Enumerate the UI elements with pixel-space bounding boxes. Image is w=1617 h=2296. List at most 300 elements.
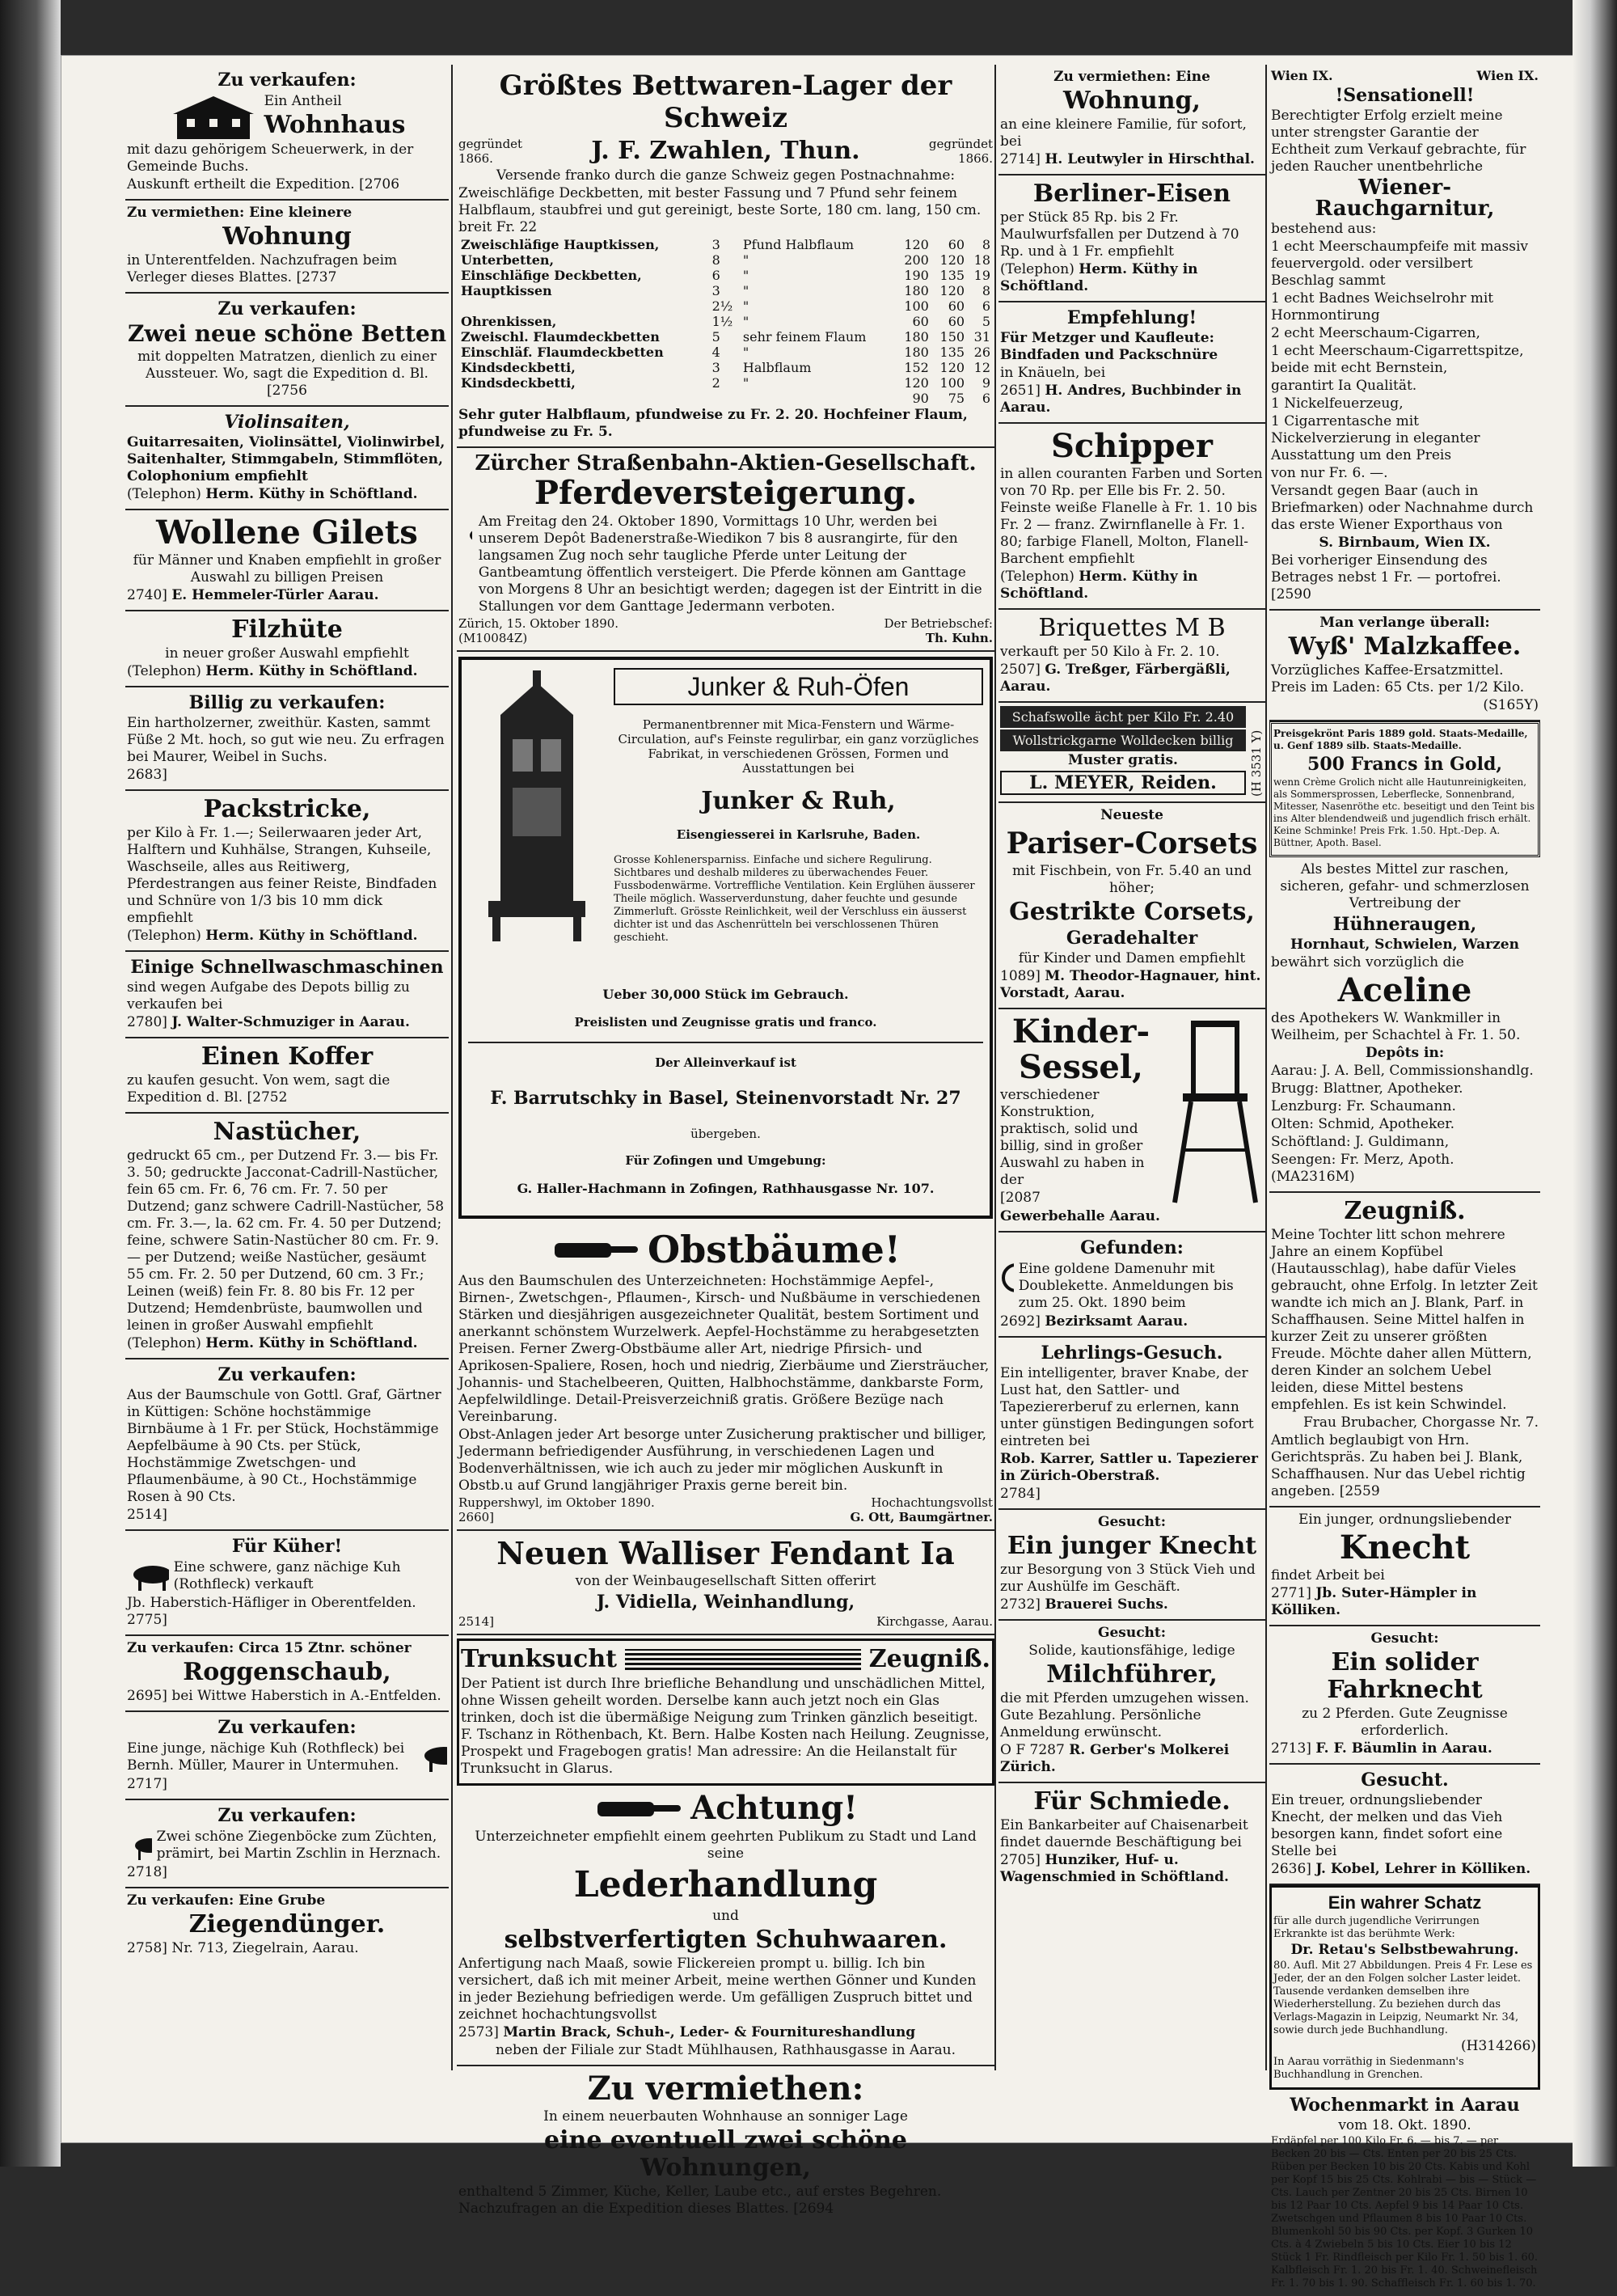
ad-text: verkauft per 50 Kilo à Fr. 2. 10. [1000, 644, 1220, 660]
bed-cell-a: 180 [904, 283, 929, 298]
ad-heading: Zu verkaufen: [217, 298, 357, 319]
ad-lehrlings-gesuch [998, 1338, 1265, 1510]
ad-bettwaren [457, 65, 994, 448]
founded-left: gegründet 1866. [458, 137, 523, 166]
watch-icon [1000, 1260, 1014, 1292]
ad-kinder-sessel [998, 1009, 1265, 1233]
list-item: Seengen: Fr. Merz, Apoth. (MA2316M) [1271, 1152, 1454, 1185]
ad-signature: Frau Brubacher, Chorgasse Nr. 7. [1302, 1414, 1539, 1431]
bed-cell-c: 18 [973, 252, 990, 268]
bed-cell-item: Zweischl. Flaumdeckbetten [461, 329, 660, 345]
ad-heading: Gefunden: [1080, 1237, 1184, 1258]
ad-fendant [457, 1531, 994, 1635]
ad-ziegenboecke [125, 1800, 449, 1888]
ad-ziegenduenger [125, 1888, 449, 1963]
ad-number: [2756 [267, 383, 307, 399]
ad-signature: H. Leutwyler in Hirschthal. [1045, 151, 1255, 167]
decorative-bar [625, 1649, 861, 1670]
ad-code: (S165Y) [1483, 697, 1539, 713]
ad-wohnhaus [125, 65, 449, 201]
ad-number: 2507] [1000, 662, 1041, 678]
bed-row [458, 360, 993, 375]
ad-heading: Für Küher! [231, 1536, 343, 1557]
ad-title: Wyß' Malzkaffee. [1288, 632, 1522, 661]
ad-title-2: Gestrikte Corsets, [1009, 898, 1255, 926]
ad-title: Wohnhaus [264, 111, 406, 139]
ad-title: Knecht [1339, 1529, 1471, 1567]
ad-line-1: Schafswolle ächt per Kilo Fr. 2.40 [1000, 706, 1246, 728]
ad-milchfuehrer [998, 1621, 1265, 1783]
ad-number: 2713] [1271, 1740, 1311, 1757]
ad-agent: F. Barrutschky in Basel, Steinenvorstadt Nr. 27 [490, 1088, 961, 1109]
bed-row [458, 345, 993, 360]
list-item: 1 Nickelfeuerzeug, [1271, 395, 1404, 412]
ad-schafswolle [998, 703, 1265, 803]
ad-telephon: (Telephon) [1000, 261, 1074, 277]
list-item: garantirt Ia Qualität. [1271, 378, 1417, 394]
ad-text: Zwei schöne Ziegenböcke zum Züchten, prämirt, bei Martin Zschlin in Herznach. [156, 1829, 441, 1862]
bed-cell-desc [741, 391, 896, 406]
ad-number: [2706 [359, 176, 400, 192]
ad-number: 2771] [1271, 1585, 1311, 1601]
ad-title: Hühneraugen, [1332, 914, 1477, 935]
ad-agent-suffix: übergeben. [690, 1127, 761, 1141]
ad-text: Nr. 713, Ziegelrain, Aarau. [171, 1940, 359, 1956]
bed-cell-qty: 1½ [711, 314, 733, 329]
ad-text: wenn Crème Grolich nicht alle Hautunreinigkeiten, als Sommersprossen, Leberflecke, Sonnenbrand, Mitesser, Nasenröthe etc. beseitigt und den Teint bis ins Alter blendendweiß und jugendlich frisch erhält. Keine Schminke! Preis Frk. 1.50. Hpt.-Dep. A. Büttner, Apoth. Basel. [1273, 776, 1535, 848]
ad-number: [2590 [1271, 586, 1311, 603]
ad-number: [2559 [1339, 1483, 1380, 1499]
bed-cell-b: 60 [948, 237, 965, 252]
ad-text: In einem neuerbauten Wohnhause an sonniger Lage [543, 2108, 908, 2125]
bed-cell-desc: Pfund Halbflaum [742, 237, 855, 252]
ad-title: Ein wahrer Schatz [1328, 1892, 1482, 1913]
ad-aceline [1269, 857, 1540, 1193]
bed-cell-item [458, 298, 710, 314]
ad-heading: Empfehlung! [1066, 307, 1197, 328]
column-1 [125, 65, 449, 1963]
bed-cell-a: 60 [912, 314, 929, 329]
pointing-hand-icon [593, 1792, 682, 1825]
bed-cell-qty: 6 [711, 268, 720, 283]
ad-trunksucht [457, 1638, 994, 1786]
ad-text-2: Obst-Anlagen jeder Art besorge unter Zusicherung praktischer und billiger, Jedermann befriedigender Ausführung, in verschiedenen Lagen und Bodenverhältnissen, wie ich auch zu jeder mir möglichen Auskunft in Obstb.u auf Grund langjähriger Praxis gerne bereit bin. [458, 1427, 987, 1494]
ad-number: [2752 [247, 1089, 288, 1106]
ad-text-3: In Aarau vorräthig in Siedenmann's Buchhandlung in Grenchen. [1273, 2056, 1464, 2081]
ad-heading: Zu verkaufen: [217, 1364, 357, 1385]
list-item: von nur Fr. 6. —. [1271, 465, 1388, 481]
ad-heading: Gesucht: [1097, 1514, 1167, 1530]
ad-schmiede [998, 1783, 1265, 1892]
ad-title: Filzhüte [231, 615, 343, 644]
ad-briquettes [998, 610, 1265, 703]
ad-signature: Herm. Küthy in Schöftland. [205, 663, 418, 679]
ad-title: Pferdeversteigerung. [534, 474, 918, 512]
bed-cell-qty: 5 [711, 329, 720, 345]
ad-price: Preislisten und Zeugnisse gratis und franco. [574, 1015, 877, 1030]
ad-text: mit dazu gehörigem Scheuerwerk, in der Gemeinde Buchs. [127, 142, 414, 175]
ad-title: Obstbäume! [648, 1228, 901, 1271]
ad-telephon: (Telephon) [1000, 569, 1074, 585]
ad-signature: F. F. Bäumlin in Aarau. [1315, 1740, 1492, 1757]
list-item: 1 echt Meerschaum-Cigarrettspitze, beide mit echt Bernstein, [1271, 343, 1524, 376]
ad-greeting: Hochachtungsvollst [871, 1495, 993, 1510]
ad-code: O F 7287 [1000, 1742, 1065, 1758]
ad-pre: Ein Antheil [264, 93, 342, 109]
ad-title: Achtung! [690, 1789, 858, 1827]
ad-sub: Permanentbrenner mit Mica-Fenstern und Wärme-Circulation, auf's Feinste regulirbar, ein ganz vorzügliches Fabrikat, in verschiedenen Grössen, Formen und Ausstattungen bei [618, 717, 979, 776]
ad-number: 2573] [458, 2024, 499, 2040]
bed-cell-c: 5 [982, 314, 990, 329]
ad-junger-knecht [998, 1510, 1265, 1621]
ad-place-right: Wien IX. [1476, 68, 1539, 83]
bed-cell-qty [710, 391, 741, 406]
ad-line-2: Wollstrickgarne Wolldecken billig [1000, 729, 1246, 751]
ad-number: 2732] [1000, 1596, 1041, 1613]
ad-telephon: (Telephon) [127, 1335, 201, 1351]
bed-cell-qty: 8 [711, 252, 720, 268]
ad-place-left: Wien IX. [1271, 68, 1333, 83]
bed-cell-desc: " [742, 298, 749, 314]
ad-gilets [125, 510, 449, 611]
ad-text: mit doppelten Matratzen, dienlich zu einer Aussteuer. Wo, sagt die Expedition d. Bl. [137, 349, 437, 382]
ad-line-3: Muster gratis. [1068, 752, 1178, 768]
ad-title: Neuen Walliser Fendant Ia [496, 1535, 955, 1571]
bed-cell-desc: " [742, 252, 749, 268]
ad-title: Briquettes M B [1038, 614, 1226, 642]
ad-zeugniss [1269, 1193, 1540, 1507]
ad-date: Zürich, 15. Oktober 1890. [458, 616, 619, 631]
ad-title-3: Geradehalter [1066, 928, 1198, 949]
list-item: 1 echt Badnes Weichselrohr mit Hornmontirung [1271, 290, 1494, 323]
bed-cell-a: 120 [904, 375, 929, 391]
ad-text: per Kilo à Fr. 1.—; Seilerwaaren jeder Art, Halftern und Kuhhälse, Strangen, Kuhseile, Waschseile, alles aus Reitiwerg, Pferdestrangen aus feiner Reiste, Bindfaden und Schnüre von 1/3 bis 10 mm dick empfiehlt [127, 825, 437, 926]
ad-heading: Man verlange überall: [1319, 615, 1490, 631]
ad-text-2: für Kinder und Damen empfiehlt [1018, 950, 1246, 966]
cow-icon [127, 1560, 169, 1592]
ad-signature: G. Ott, Baumgärtner. [850, 1510, 993, 1524]
bed-cell-qty: 3 [711, 237, 720, 252]
bed-cell-item: Einschläf. Flaumdeckbetten [461, 345, 664, 360]
ad-location: Eisengiesserei in Karlsruhe, Baden. [676, 827, 921, 842]
bed-row [458, 268, 993, 283]
column-rule [1265, 65, 1267, 2070]
ad-number: 2758] [127, 1940, 167, 1956]
ad-big: Aceline [1337, 971, 1472, 1009]
ad-text: mit Fischbein, von Fr. 5.40 an und höher; [1012, 863, 1252, 896]
ad-text: findet Arbeit bei [1271, 1567, 1385, 1584]
ad-junker-ruh [458, 657, 993, 1219]
ad-signature: M. Theodor-Hagnauer, hint. Vorstadt, Aarau. [1000, 968, 1261, 1001]
bed-cell-item: Unterbetten, [461, 252, 555, 268]
ad-roggenschaub [125, 1636, 449, 1712]
ad-heading: Zu vermiethen: Eine kleinere [127, 205, 353, 221]
ad-text: Solide, kautionsfähige, ledige [1028, 1643, 1235, 1659]
ad-text: zu kaufen gesucht. Von wem, sagt die Expedition d. Bl. [127, 1072, 391, 1106]
ad-number: [2087 [1000, 1190, 1041, 1206]
ad-heading: Billig zu verkaufen: [188, 692, 386, 713]
ad-title: Ein solider Fahrknecht [1327, 1648, 1483, 1704]
ad-title: Pariser-Corsets [1006, 827, 1258, 860]
ad-title: Milchführer, [1046, 1660, 1218, 1689]
bed-cell-b: 135 [939, 268, 965, 283]
ad-pferdeversteigerung [457, 448, 994, 652]
ad-title: Einige Schnellwaschmaschinen [130, 957, 444, 978]
ad-rauchgarnitur [1269, 65, 1540, 611]
ad-text: von der Weinbaugesellschaft Sitten offerirt [575, 1573, 876, 1589]
ad-text: Eine goldene Damenuhr mit Doublekette. Anmeldungen bis zum 25. Okt. 1890 beim [1018, 1261, 1234, 1311]
ad-text: Eine junge, nächige Kuh (Rothfleck) bei Bernh. Müller, Maurer in Untermuhen. [127, 1740, 405, 1774]
ad-text-2: enthaltend 5 Zimmer, Küche, Keller, Laube etc., auf erstes Begehren. Nachzufragen an die Expedition dieses Blattes. [458, 2184, 942, 2217]
bed-cell-c: 9 [982, 375, 990, 391]
list-item: 1 echt Meerschaumpfeife mit massiv feuervergold. oder versilbert Beschlag sammt [1271, 239, 1529, 289]
list-item: bestehend aus: [1271, 221, 1377, 237]
ad-signature: H. Andres, Buchbinder in Aarau. [1000, 383, 1242, 416]
ad-text: an eine kleinere Familie, für sofort, bei [1000, 116, 1247, 150]
bed-row [458, 314, 993, 329]
ad-nastuecher [125, 1114, 449, 1359]
ad-telephon: (Telephon) [127, 928, 201, 944]
bed-cell-a: 152 [904, 360, 929, 375]
ad-title: Schipper [1051, 427, 1213, 465]
ad-wahrer-schatz [1269, 1885, 1540, 2090]
ad-signature: J. Kobel, Lehrer in Kölliken. [1315, 1861, 1531, 1877]
bed-cell-c: 8 [982, 283, 990, 298]
ad-text: in neuer großer Auswahl empfiehlt [165, 645, 409, 662]
binding-edge [0, 0, 61, 2167]
ad-sale: Der Alleinverkauf ist [655, 1055, 796, 1070]
bed-cell-a: 90 [912, 391, 929, 406]
ad-date: vom 18. Okt. 1890. [1338, 2117, 1471, 2133]
pointing-hand-icon [551, 1233, 640, 1266]
bed-row [458, 391, 993, 406]
bed-cell-c: 19 [973, 268, 990, 283]
ad-malzkaffee [1269, 611, 1540, 721]
bed-cell-b: 135 [939, 345, 965, 360]
ad-title: Berliner-Eisen [1032, 180, 1231, 208]
ad-title: Violinsaiten, [224, 412, 350, 433]
ad-signature: Herm. Küthy in Schöftland. [205, 928, 418, 944]
ad-heading: Gesucht: [1097, 1625, 1167, 1641]
ad-firm: S. Birnbaum, Wien IX. [1319, 535, 1491, 551]
bed-cell-item: Kindsdeckbetti, [461, 375, 576, 391]
column-4 [1269, 65, 1540, 2296]
ad-betten [125, 294, 449, 407]
ad-signature: G. Treßger, Färbergäßli, Aarau. [1000, 662, 1231, 695]
ad-number: 1089] [1000, 968, 1041, 984]
ad-text: für Männer und Knaben empfiehlt in großer Auswahl zu billigen Preisen [133, 552, 441, 586]
ad-text: zur Besorgung von 3 Stück Vieh und zur Aushülfe im Geschäft. [1000, 1562, 1256, 1595]
ad-wohnung [125, 201, 449, 294]
ad-count: Ueber 30,000 Stück im Gebrauch. [602, 987, 849, 1002]
ad-text-2: Amtlich beglaubigt von Hrn. Gerichtspräs. Zu haben bei J. Blank, Schaffhausen. Nur das Uebel richtig angeben. [1271, 1432, 1526, 1499]
ad-title-right: Zeugniß. [868, 1645, 990, 1673]
bed-cell-b: 120 [939, 252, 965, 268]
ad-agent-2: G. Haller-Hachmann in Zofingen, Rathhausgasse Nr. 107. [517, 1181, 935, 1196]
ad-signature: R. Gerber's Molkerei Zürich. [1000, 1742, 1230, 1775]
ad-signature: E. Hemmeler-Türler Aarau. [171, 587, 379, 603]
ad-info: Auskunft ertheilt die Expedition. [127, 176, 355, 192]
ad-title: Roggenschaub, [183, 1658, 391, 1686]
bed-cell-c: 6 [982, 298, 990, 314]
ad-title: Einen Koffer [201, 1042, 374, 1071]
column-3 [998, 65, 1265, 1892]
horse-icon [458, 513, 472, 561]
ad-signature: Bezirksamt Aarau. [1045, 1313, 1188, 1330]
bed-cell-item [458, 391, 710, 406]
ad-text: Aus der Baumschule von Gottl. Graf, Gärtner in Küttigen: Schöne hochstämmige Birnbäume à 1 Fr. per Stück, Hochstämmige Aepfelbäume à 90 Cts. per Stück, Hochstämmige Zwetschgen- und Pflaumenbäume, à 90 Ct., Hochstämmige Rosen à 90 Cts. [127, 1387, 441, 1505]
ad-title: Zeugniß. [1344, 1197, 1466, 1225]
ad-title: Zu vermiethen: [587, 2070, 864, 2108]
ad-title: Zwei neue schöne Betten [127, 320, 447, 347]
goat-icon [127, 1829, 152, 1862]
list-item: Lenzburg: Fr. Schaumann. [1271, 1098, 1456, 1114]
ad-text-3: des Apothekers W. Wankmiller in Weilheim, per Schachtel à Fr. 1. 50. [1271, 1010, 1521, 1043]
ad-text-2: bewährt sich vorzüglich die [1271, 954, 1464, 970]
bed-cell-a: 200 [904, 252, 929, 268]
ad-number: [2694 [793, 2201, 834, 2217]
ad-title: Packstricke, [203, 795, 371, 823]
ad-kasten [125, 687, 449, 791]
list-item: Brugg: Blattner, Apotheker. [1271, 1080, 1463, 1097]
ad-heading: Zu verkaufen: Circa 15 Ztnr. schöner [127, 1640, 412, 1656]
ad-heading: Zu verkaufen: [217, 1717, 357, 1738]
ad-text: Ein treuer, ordnungsliebender Knecht, der melken und das Vieh besorgen kann, findet sofort eine Stelle bei [1271, 1792, 1503, 1859]
ad-signature: Jb. Haberstich-Häfliger in Oberentfelden. [127, 1595, 416, 1611]
ad-title: Ein junger Knecht [1007, 1532, 1257, 1560]
ad-signature: Gewerbehalle Aarau. [1000, 1208, 1160, 1224]
ad-heading: Wochenmarkt in Aarau [1290, 2095, 1520, 2116]
bed-cell-b: 75 [948, 391, 965, 406]
ad-heading: Lehrlings-Gesuch. [1041, 1343, 1223, 1364]
ad-text: Guitarresaiten, Violinsättel, Violinwirbel, Saitenhalter, Stimmgabeln, Stimmflöten, Colophonium empfiehlt [127, 434, 445, 484]
ad-number: 2718] [127, 1864, 167, 1880]
ad-fahrknecht [1269, 1626, 1540, 1765]
bed-cell-item: Zweischläfige Hauptkissen, [461, 237, 660, 252]
ad-heading: Zu verkaufen: Eine Grube [127, 1892, 326, 1909]
ad-text: Am Freitag den 24. Oktober 1890, Vormittags 10 Uhr, werden bei unserem Depôt Badenerstraße-Wiedikon 7 bis 8 ausrangirte, für den langsamen Zug noch sehr taugliche Pferde unter Leitung der Gantbeamtung öffentlich versteigert. Die Pferde können am Ganttage von Morgens 8 Uhr an besichtigt werden; dagegen ist der Eintritt in die Stallungen vor dem Ganttage Jedermann verboten. [478, 514, 982, 615]
bed-cell-qty: 3 [711, 360, 720, 375]
ad-number: 2717] [127, 1776, 167, 1792]
bed-row [458, 329, 993, 345]
ad-text: Ein hartholzerner, zweithür. Kasten, sammt Füße 2 Mt. hoch, so gut wie neu. Zu erfragen bei Maurer, Weibel in Suchs. [127, 715, 445, 765]
ad-signature: Jb. Suter-Hämpler in Kölliken. [1271, 1585, 1477, 1618]
ad-big: Lederhandlung [573, 1864, 878, 1905]
ad-signature: Th. Kuhn. [925, 631, 993, 645]
ad-obstbaeume [457, 1224, 994, 1531]
ad-signature: Herm. Küthy in Schöftland. [205, 1335, 418, 1351]
bed-cell-desc: " [742, 268, 749, 283]
bed-price-table [458, 237, 993, 406]
ad-line-4: L. MEYER, Reiden. [1000, 771, 1246, 795]
bed-cell-desc: " [742, 345, 749, 360]
ad-signature: Brauerei Suchs. [1045, 1596, 1168, 1613]
bed-row [458, 298, 993, 314]
ad-text: in Unterentfelden. Nachzufragen beim Verleger dieses Blattes. [127, 252, 398, 285]
ad-number: 2660] [458, 1510, 495, 1524]
ad-heading: Zu verkaufen: [217, 1805, 357, 1826]
ad-text: Berechtigter Erfolg erzielt meine unter strengster Garantie der Echtheit zum Verkauf gebrachte, für jeden Raucher unentbehrliche [1271, 108, 1526, 175]
ad-number: 2775] [127, 1612, 167, 1628]
ad-number: 2740] [127, 587, 167, 603]
ad-corsets [998, 803, 1265, 1009]
ad-signature: Rob. Karrer, Sattler u. Tapezierer in Zürich-Oberstraß. [1000, 1451, 1259, 1484]
bed-cell-item: Hauptkissen [461, 283, 552, 298]
ad-title-2: Hornhaut, Schwielen, Warzen [1290, 937, 1519, 953]
bed-cell-item: Einschläfige Deckbetten, [461, 268, 642, 283]
ad-lederhandlung [457, 1786, 994, 2066]
ad-title: Wiener-Rauchgarnitur, [1315, 175, 1495, 221]
cow-icon [418, 1741, 447, 1774]
ad-depots-heading: Depôts in: [1365, 1045, 1445, 1061]
ad-text-2: die mit Pferden umzugehen wissen. Gute Bezahlung. Persönliche Anmeldung erwünscht. [1000, 1690, 1249, 1740]
ad-code: (H 3531 Y) [1249, 729, 1264, 797]
bed-cell-desc: Halbflaum [742, 360, 812, 375]
ad-title: Kinder-Sessel, [1011, 1013, 1150, 1086]
ad-text: in allen couranten Farben und Sorten von 70 Rp. per Elle bis Fr. 2. 50. Feinste weiße Flanelle à Fr. 1. 10 bis Fr. 2 — franz. Zwirnflanelle à Fr. 1. 80; farbige Flanell, Molton, Flanell-Barchent empfiehlt [1000, 466, 1263, 567]
ad-signature: J. Walter-Schmuziger in Aarau. [171, 1014, 410, 1030]
bed-cell-qty: 4 [711, 345, 720, 360]
ad-firm: Junker & Ruh, [701, 787, 896, 815]
bed-cell-item: Kindsdeckbetti, [461, 360, 576, 375]
ad-heading: Gesucht: [1370, 1630, 1439, 1647]
ad-number: 2692] [1000, 1313, 1041, 1330]
list-item: 1 Cigarrentasche mit Nickelverzierung in eleganter Ausstattung um den Preis [1271, 413, 1480, 463]
ad-number: 2705] [1000, 1852, 1041, 1868]
bed-cell-desc: " [742, 314, 749, 329]
founded-right: gegründet 1866. [928, 137, 993, 166]
column-rule [451, 65, 453, 2070]
ad-text: Vorzügliches Kaffee-Ersatzmittel. Preis im Laden: 65 Cts. per 1/2 Kilo. [1271, 662, 1525, 696]
ad-baumschule [125, 1359, 449, 1531]
ad-wochenmarkt [1269, 2090, 1540, 2296]
ad-number: [2737 [296, 269, 337, 285]
ad-text: verschiedener Konstruktion, praktisch, solid und billig, sind in großer Auswahl zu haben in der [1000, 1087, 1145, 1188]
ad-knecht [1269, 1507, 1540, 1626]
ad-text: Aus den Baumschulen des Unterzeichneten: Hochstämmige Aepfel-, Birnen-, Zwetschgen-, Pflaumen-, Kirsch- und Nußbäume in verschiedenen Stärken und diesjährigen ausgezeichneter Qualität, bestem Sortiment und anerkannt schönstem Wurzelwerk. Aepfel-Hochstämme zu herabgesetzten Preisen. Ferner Zwerg-Obstbäume aller Art, niedrige Pfirsich- und Aprikosen-Spaliere, Rosen, hoch und niedrig, Zierbäume und Ziersträucher, Johannis- und Stachelbeeren, Quitten, Halbhochstämme, dankbarste Form, Aepfelwildlinge. Detail-Preisverzeichniß gratis. Größere Bezüge nach Vereinbarung. [458, 1273, 990, 1425]
bed-row [458, 375, 993, 391]
bed-cell-desc: " [742, 375, 749, 391]
ad-title: Für Metzger und Kaufleute: Bindfaden und Packschnüre [1000, 330, 1218, 363]
ad-title: 500 Francs in Gold, [1307, 754, 1502, 775]
stove-icon [468, 666, 606, 974]
ad-text: Meine Tochter litt schon mehrere Jahre an einem Kopfübel (Hautausschlag), habe dafür Vieles gebraucht, ohne Erfolg. In letzter Zeit wandte ich mich an J. Blank, Parf. in Schaffhausen. Seine Mittel halfen in kurzer Zeit zu unserer größten Freude. Möchte daher allen Müttern, deren Kinder an solchem Uebel leiden, diese Mittel bestens empfehlen. Es ist kein Schwindel. [1271, 1227, 1538, 1413]
ad-big: eine eventuell zwei schöne Wohnungen, [544, 2126, 907, 2182]
item-list [1271, 221, 1539, 482]
ad-schipper [998, 424, 1265, 610]
bed-row-header: Zweischläfige Deckbetten, mit bester Fassung und 7 Pfund sehr feinem Halbflaum, staubfrei und gut gereinigt, beste Sorte, 180 cm. lang, 150 cm. breit Fr. 22 [458, 185, 982, 235]
ad-text: per Stück 85 Rp. bis 2 Fr. Maulwurfsfallen per Dutzend à 70 Rp. und à 1 Fr. empfiehlt [1000, 209, 1239, 260]
ad-und: und [712, 1908, 739, 1924]
bed-cell-desc: sehr feinem Flaum [742, 329, 867, 345]
bed-cell-c: 8 [982, 237, 990, 252]
ad-kuh [125, 1712, 449, 1800]
ad-title: Junker & Ruh-Öfen [614, 668, 983, 705]
page-right-edge [1573, 0, 1617, 2167]
ad-signature: Herm. Küthy in Schöftland. [205, 486, 418, 502]
bed-cell-a: 100 [904, 298, 929, 314]
ad-text: Der Patient ist durch Ihre briefliche Behandlung und unschädlichen Mittel, ohne Wissen geheilt worden. Derselbe kann auch jetzt noch ein Glas trinken, doch ist die übermäßige Neigung zum Trinken gänzlich beseitigt. F. Tschanz in Röthenbach, Kt. Bern. Halbe Kosten nach Heilung. Zeugnisse, Prospekt und Fragebogen gratis! Man adressire: An die Heilanstalt für Trunksucht in Glarus. [461, 1676, 990, 1777]
ad-text-3: Bei vorheriger Einsendung des Betrages nebst 1 Fr. — portofrei. [1271, 552, 1501, 586]
ad-kueher [125, 1531, 449, 1636]
depot-list [1271, 1063, 1539, 1186]
ad-telephon: (Telephon) [127, 663, 201, 679]
column-2 [457, 65, 994, 2223]
ad-number: 2514] [458, 1614, 495, 1629]
ad-big-2: selbstverfertigten Schuhwaaren. [504, 1926, 948, 1954]
bed-cell-b: 60 [948, 314, 965, 329]
ad-signature: Martin Brack, Schuh-, Leder- & Fournitureshandlung [503, 2024, 916, 2040]
